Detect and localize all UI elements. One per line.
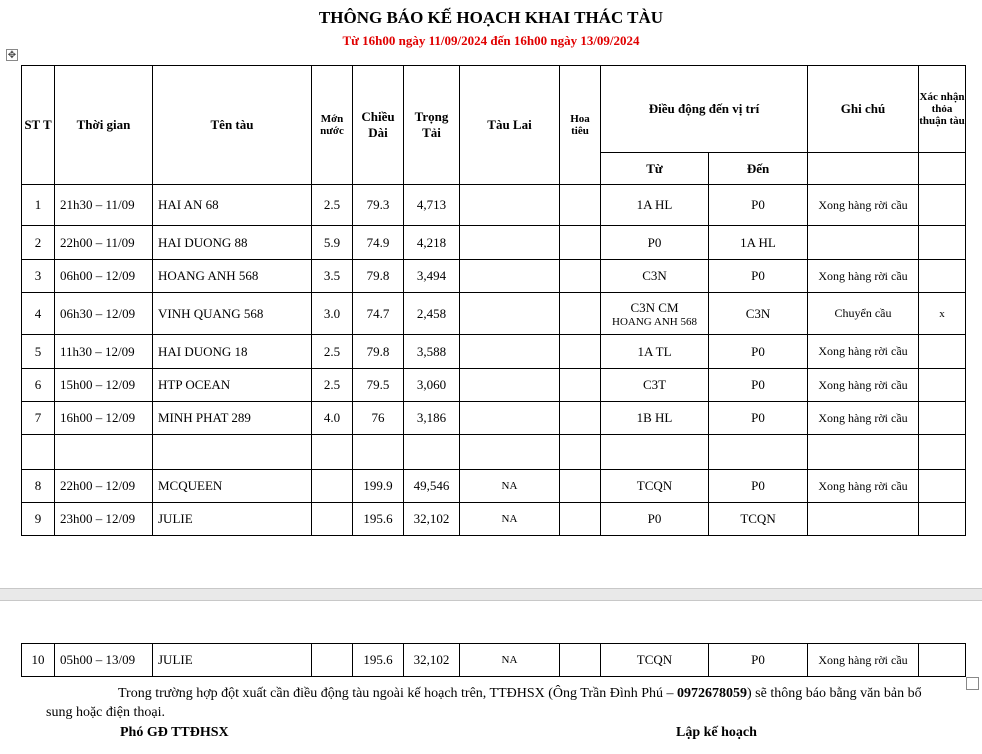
header-tug: Tàu Lai	[460, 66, 560, 185]
cell-pilot	[560, 260, 601, 293]
cell-time: 22h00 – 11/09	[55, 226, 153, 260]
table-row	[22, 644, 966, 677]
cell-to: P0	[709, 185, 808, 226]
cell-tug: NA	[460, 470, 560, 503]
cell-to: P0	[709, 335, 808, 369]
cell-ship-name: HAI AN 68	[153, 185, 312, 226]
cell-length: 79.8	[353, 260, 404, 293]
cell-confirm	[919, 402, 966, 435]
table-move-handle-icon[interactable]: ✥	[7, 50, 17, 61]
cell-empty	[353, 435, 404, 470]
table-row	[22, 226, 966, 260]
cell-ship-name: MCQUEEN	[153, 470, 312, 503]
cell-time: 11h30 – 12/09	[55, 335, 153, 369]
cell-from	[601, 402, 709, 435]
ship-plan-table	[21, 65, 966, 536]
cell-confirm	[919, 226, 966, 260]
cell-dwt: 3,494	[404, 260, 460, 293]
cell-length: 76	[353, 402, 404, 435]
cell-dwt: 32,102	[404, 503, 460, 536]
cell-stt: 8	[22, 470, 55, 503]
cell-stt: 3	[22, 260, 55, 293]
cell-note: Xong hàng rời cầu	[808, 470, 919, 503]
footer-notice-prefix: Trong trường hợp đột xuất cần điều động tàu ngoài kế hoạch trên, TTĐHSX (Ông Trần Đình Phú –	[118, 686, 678, 701]
cell-pilot	[560, 644, 601, 677]
cell-from-main: P0	[647, 511, 662, 526]
header-dwt: Trọng Tải	[404, 66, 460, 185]
cell-length: 79.3	[353, 185, 404, 226]
cell-stt: 1	[22, 185, 55, 226]
footer-notice	[46, 684, 946, 722]
cell-confirm	[919, 260, 966, 293]
cell-dwt: 4,218	[404, 226, 460, 260]
cell-ship-name: HTP OCEAN	[153, 369, 312, 402]
cell-from-main: TCQN	[636, 652, 673, 667]
cell-to: P0	[709, 644, 808, 677]
cell-draft: 3.0	[312, 293, 353, 335]
footer-notice-suffix: ) sẽ thông báo bằng văn bản bổ sung hoặc điện thoại.	[46, 686, 922, 720]
cell-from-main: C3T	[642, 377, 667, 392]
cell-length: 74.9	[353, 226, 404, 260]
cell-to: P0	[709, 470, 808, 503]
cell-from	[601, 503, 709, 536]
cell-empty	[460, 435, 560, 470]
cell-from	[601, 226, 709, 260]
cell-empty	[808, 435, 919, 470]
cell-pilot	[560, 226, 601, 260]
cell-draft: 2.5	[312, 369, 353, 402]
cell-stt: 9	[22, 503, 55, 536]
header-confirm-blank	[919, 153, 966, 185]
cell-length: 199.9	[353, 470, 404, 503]
header-length: Chiều Dài	[353, 66, 404, 185]
cell-note: Xong hàng rời cầu	[808, 260, 919, 293]
cell-tug	[460, 185, 560, 226]
cell-tug	[460, 402, 560, 435]
cell-ship-name: JULIE	[153, 503, 312, 536]
document-subtitle: Từ 16h00 ngày 11/09/2024 đến 16h00 ngày 13/09/2024	[342, 33, 640, 48]
cell-length: 79.8	[353, 335, 404, 369]
cell-from-detail: HOANG ANH 568	[612, 315, 697, 328]
cell-stt: 7	[22, 402, 55, 435]
cell-from	[601, 335, 709, 369]
cell-pilot	[560, 470, 601, 503]
cell-empty	[919, 435, 966, 470]
cell-length: 74.7	[353, 293, 404, 335]
cell-length: 195.6	[353, 503, 404, 536]
cell-to: P0	[709, 369, 808, 402]
cell-draft: 5.9	[312, 226, 353, 260]
cell-time: 23h00 – 12/09	[55, 503, 153, 536]
cell-from-main: TCQN	[636, 478, 673, 493]
cell-ship-name: HAI DUONG 18	[153, 335, 312, 369]
cell-draft	[312, 503, 353, 536]
cell-tug: NA	[460, 644, 560, 677]
cell-pilot	[560, 369, 601, 402]
cell-pilot	[560, 402, 601, 435]
cell-dwt: 4,713	[404, 185, 460, 226]
cell-ship-name: VINH QUANG 568	[153, 293, 312, 335]
cell-empty	[55, 435, 153, 470]
cell-from-main: C3N CM	[630, 299, 679, 315]
cell-ship-name: MINH PHAT 289	[153, 402, 312, 435]
table-row	[22, 470, 966, 503]
cell-ship-name: HOANG ANH 568	[153, 260, 312, 293]
header-note-blank	[808, 153, 919, 185]
cell-to: P0	[709, 402, 808, 435]
table-row	[22, 185, 966, 226]
cell-draft	[312, 470, 353, 503]
cell-to: P0	[709, 260, 808, 293]
page-break	[0, 588, 982, 601]
cell-to: 1A HL	[709, 226, 808, 260]
cell-from-main: 1A HL	[636, 197, 673, 212]
cell-tug	[460, 293, 560, 335]
cell-dwt: 3,060	[404, 369, 460, 402]
cell-tug	[460, 226, 560, 260]
cell-empty	[153, 435, 312, 470]
cell-empty	[404, 435, 460, 470]
cell-time: 22h00 – 12/09	[55, 470, 153, 503]
cell-from	[601, 293, 709, 335]
cell-tug	[460, 260, 560, 293]
cell-confirm	[919, 470, 966, 503]
cell-dwt: 2,458	[404, 293, 460, 335]
table-resize-handle-icon[interactable]	[966, 677, 979, 690]
cell-empty	[560, 435, 601, 470]
cell-confirm	[919, 185, 966, 226]
cell-from	[601, 644, 709, 677]
cell-confirm	[919, 644, 966, 677]
cell-to: TCQN	[709, 503, 808, 536]
cell-ship-name: JULIE	[153, 644, 312, 677]
cell-stt: 4	[22, 293, 55, 335]
header-note: Ghi chú	[808, 66, 919, 153]
table-row	[22, 335, 966, 369]
cell-dwt: 3,186	[404, 402, 460, 435]
cell-note: Chuyển cầu	[808, 293, 919, 335]
header-move-to: Điều động đến vị trí	[601, 66, 808, 153]
cell-time: 15h00 – 12/09	[55, 369, 153, 402]
cell-stt: 10	[22, 644, 55, 677]
cell-length: 79.5	[353, 369, 404, 402]
cell-confirm: x	[919, 293, 966, 335]
cell-draft: 2.5	[312, 185, 353, 226]
cell-pilot	[560, 335, 601, 369]
cell-tug	[460, 369, 560, 402]
cell-note: Xong hàng rời cầu	[808, 402, 919, 435]
header-confirm: Xác nhận thỏa thuận tàu	[919, 66, 966, 153]
table-row-empty	[22, 435, 966, 470]
table-row	[22, 293, 966, 335]
cell-pilot	[560, 185, 601, 226]
header-stt: ST T	[22, 66, 55, 185]
cell-dwt: 49,546	[404, 470, 460, 503]
cell-ship-name: HAI DUONG 88	[153, 226, 312, 260]
cell-pilot	[560, 293, 601, 335]
signature-right: Lập kế hoạch	[676, 725, 757, 740]
cell-time: 05h00 – 13/09	[55, 644, 153, 677]
cell-length: 195.6	[353, 644, 404, 677]
cell-stt: 5	[22, 335, 55, 369]
cell-draft	[312, 644, 353, 677]
ship-plan-table-continued	[21, 643, 966, 677]
cell-from	[601, 185, 709, 226]
cell-note	[808, 503, 919, 536]
cell-from-main: C3N	[642, 268, 667, 283]
footer-notice-phone: 0972678059	[677, 686, 748, 701]
cell-empty	[312, 435, 353, 470]
cell-stt: 6	[22, 369, 55, 402]
cell-dwt: 3,588	[404, 335, 460, 369]
header-time: Thời gian	[55, 66, 153, 185]
cell-draft: 4.0	[312, 402, 353, 435]
cell-note: Xong hàng rời cầu	[808, 644, 919, 677]
signature-left: Phó GĐ TTĐHSX	[120, 725, 229, 740]
table-row	[22, 503, 966, 536]
document-page-2	[0, 601, 982, 754]
cell-from-main: P0	[647, 234, 662, 250]
cell-from-main: 1B HL	[636, 410, 673, 425]
cell-tug: NA	[460, 503, 560, 536]
cell-note: Xong hàng rời cầu	[808, 335, 919, 369]
cell-confirm	[919, 335, 966, 369]
document-title: THÔNG BÁO KẾ HOẠCH KHAI THÁC TÀU	[318, 8, 664, 27]
cell-empty	[601, 435, 709, 470]
table-row	[22, 402, 966, 435]
cell-confirm	[919, 503, 966, 536]
cell-dwt: 32,102	[404, 644, 460, 677]
header-draft: Mớn nước	[312, 66, 353, 185]
cell-draft: 3.5	[312, 260, 353, 293]
cell-empty	[709, 435, 808, 470]
header-ship-name: Tên tàu	[153, 66, 312, 185]
cell-from	[601, 260, 709, 293]
cell-from	[601, 369, 709, 402]
table-row	[22, 260, 966, 293]
cell-time: 21h30 – 11/09	[55, 185, 153, 226]
cell-note	[808, 226, 919, 260]
header-from: Từ	[601, 153, 709, 185]
cell-draft: 2.5	[312, 335, 353, 369]
cell-stt: 2	[22, 226, 55, 260]
cell-note: Xong hàng rời cầu	[808, 369, 919, 402]
cell-pilot	[560, 503, 601, 536]
cell-time: 16h00 – 12/09	[55, 402, 153, 435]
cell-time: 06h30 – 12/09	[55, 293, 153, 335]
cell-time: 06h00 – 12/09	[55, 260, 153, 293]
cell-tug	[460, 335, 560, 369]
cell-empty	[22, 435, 55, 470]
header-to: Đến	[709, 153, 808, 185]
table-row	[22, 369, 966, 402]
cell-from	[601, 470, 709, 503]
cell-note: Xong hàng rời cầu	[808, 185, 919, 226]
cell-confirm	[919, 369, 966, 402]
cell-from-main: 1A TL	[637, 343, 672, 359]
cell-to: C3N	[709, 293, 808, 335]
header-pilot: Hoa tiêu	[560, 66, 601, 185]
